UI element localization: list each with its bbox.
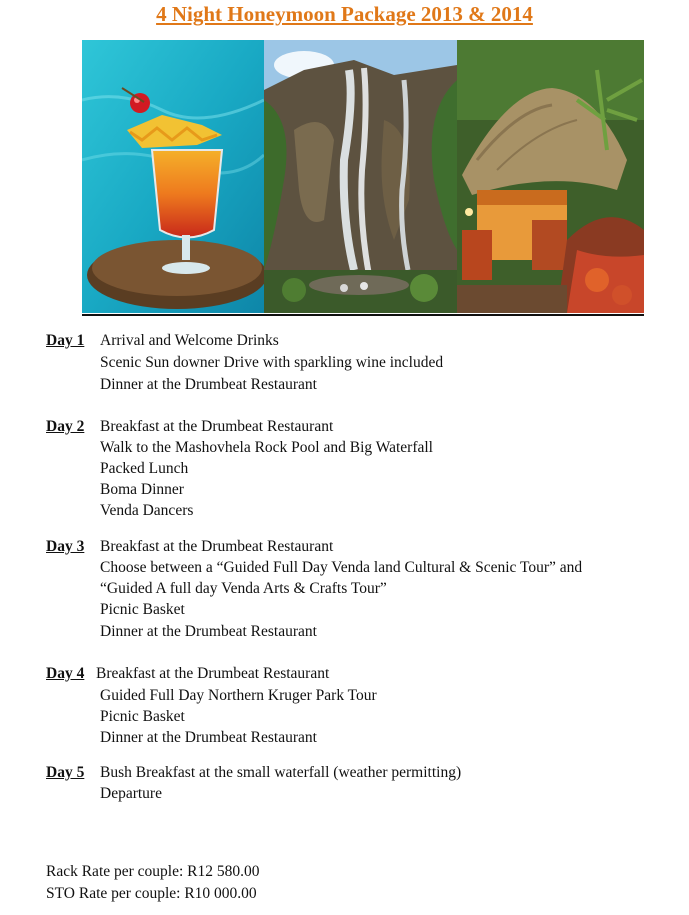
itinerary-item: Bush Breakfast at the small waterfall (weather permitting)	[100, 764, 462, 781]
itinerary-item: Dinner at the Drumbeat Restaurant	[100, 623, 317, 640]
itinerary-item: Walk to the Mashovhela Rock Pool and Big Waterfall	[100, 439, 433, 456]
itinerary-item: Boma Dinner	[100, 481, 184, 498]
page-title: 4 Night Honeymoon Package 2013 & 2014	[156, 2, 533, 26]
itinerary-item: “Guided A full day Venda Arts & Crafts Tour”	[100, 580, 387, 597]
thatched-hut-photo	[457, 40, 644, 313]
day-label: Day 4	[46, 665, 85, 682]
itinerary-item: Choose between a “Guided Full Day Venda land Cultural & Scenic Tour” and	[100, 559, 583, 576]
itinerary-item: Arrival and Welcome Drinks	[100, 332, 279, 349]
day-label: Day 1	[46, 332, 85, 349]
itinerary-item: Breakfast at the Drumbeat Restaurant	[100, 538, 334, 555]
itinerary-item: Picnic Basket	[100, 601, 185, 618]
rack-rate: Rack Rate per couple: R12 580.00	[46, 863, 260, 880]
cocktail-photo	[82, 40, 264, 313]
photo-strip	[82, 40, 644, 313]
day-label: Day 5	[46, 764, 85, 781]
itinerary-item: Breakfast at the Drumbeat Restaurant	[100, 418, 334, 435]
itinerary-item: Scenic Sun downer Drive with sparkling wine included	[100, 354, 444, 371]
itinerary-item: Departure	[100, 785, 162, 802]
day-label: Day 2	[46, 418, 85, 435]
itinerary-item: Dinner at the Drumbeat Restaurant	[100, 376, 317, 393]
sto-rate: STO Rate per couple: R10 000.00	[46, 885, 257, 902]
divider-rule	[82, 314, 644, 316]
itinerary-item: Guided Full Day Northern Kruger Park Tour	[100, 687, 377, 704]
itinerary-item: Packed Lunch	[100, 460, 189, 477]
itinerary-item: Breakfast at the Drumbeat Restaurant	[96, 665, 330, 682]
itinerary-item: Venda Dancers	[100, 502, 194, 519]
waterfall-photo	[264, 40, 457, 313]
itinerary-item: Picnic Basket	[100, 708, 185, 725]
itinerary-item: Dinner at the Drumbeat Restaurant	[100, 729, 317, 746]
day-label: Day 3	[46, 538, 85, 555]
